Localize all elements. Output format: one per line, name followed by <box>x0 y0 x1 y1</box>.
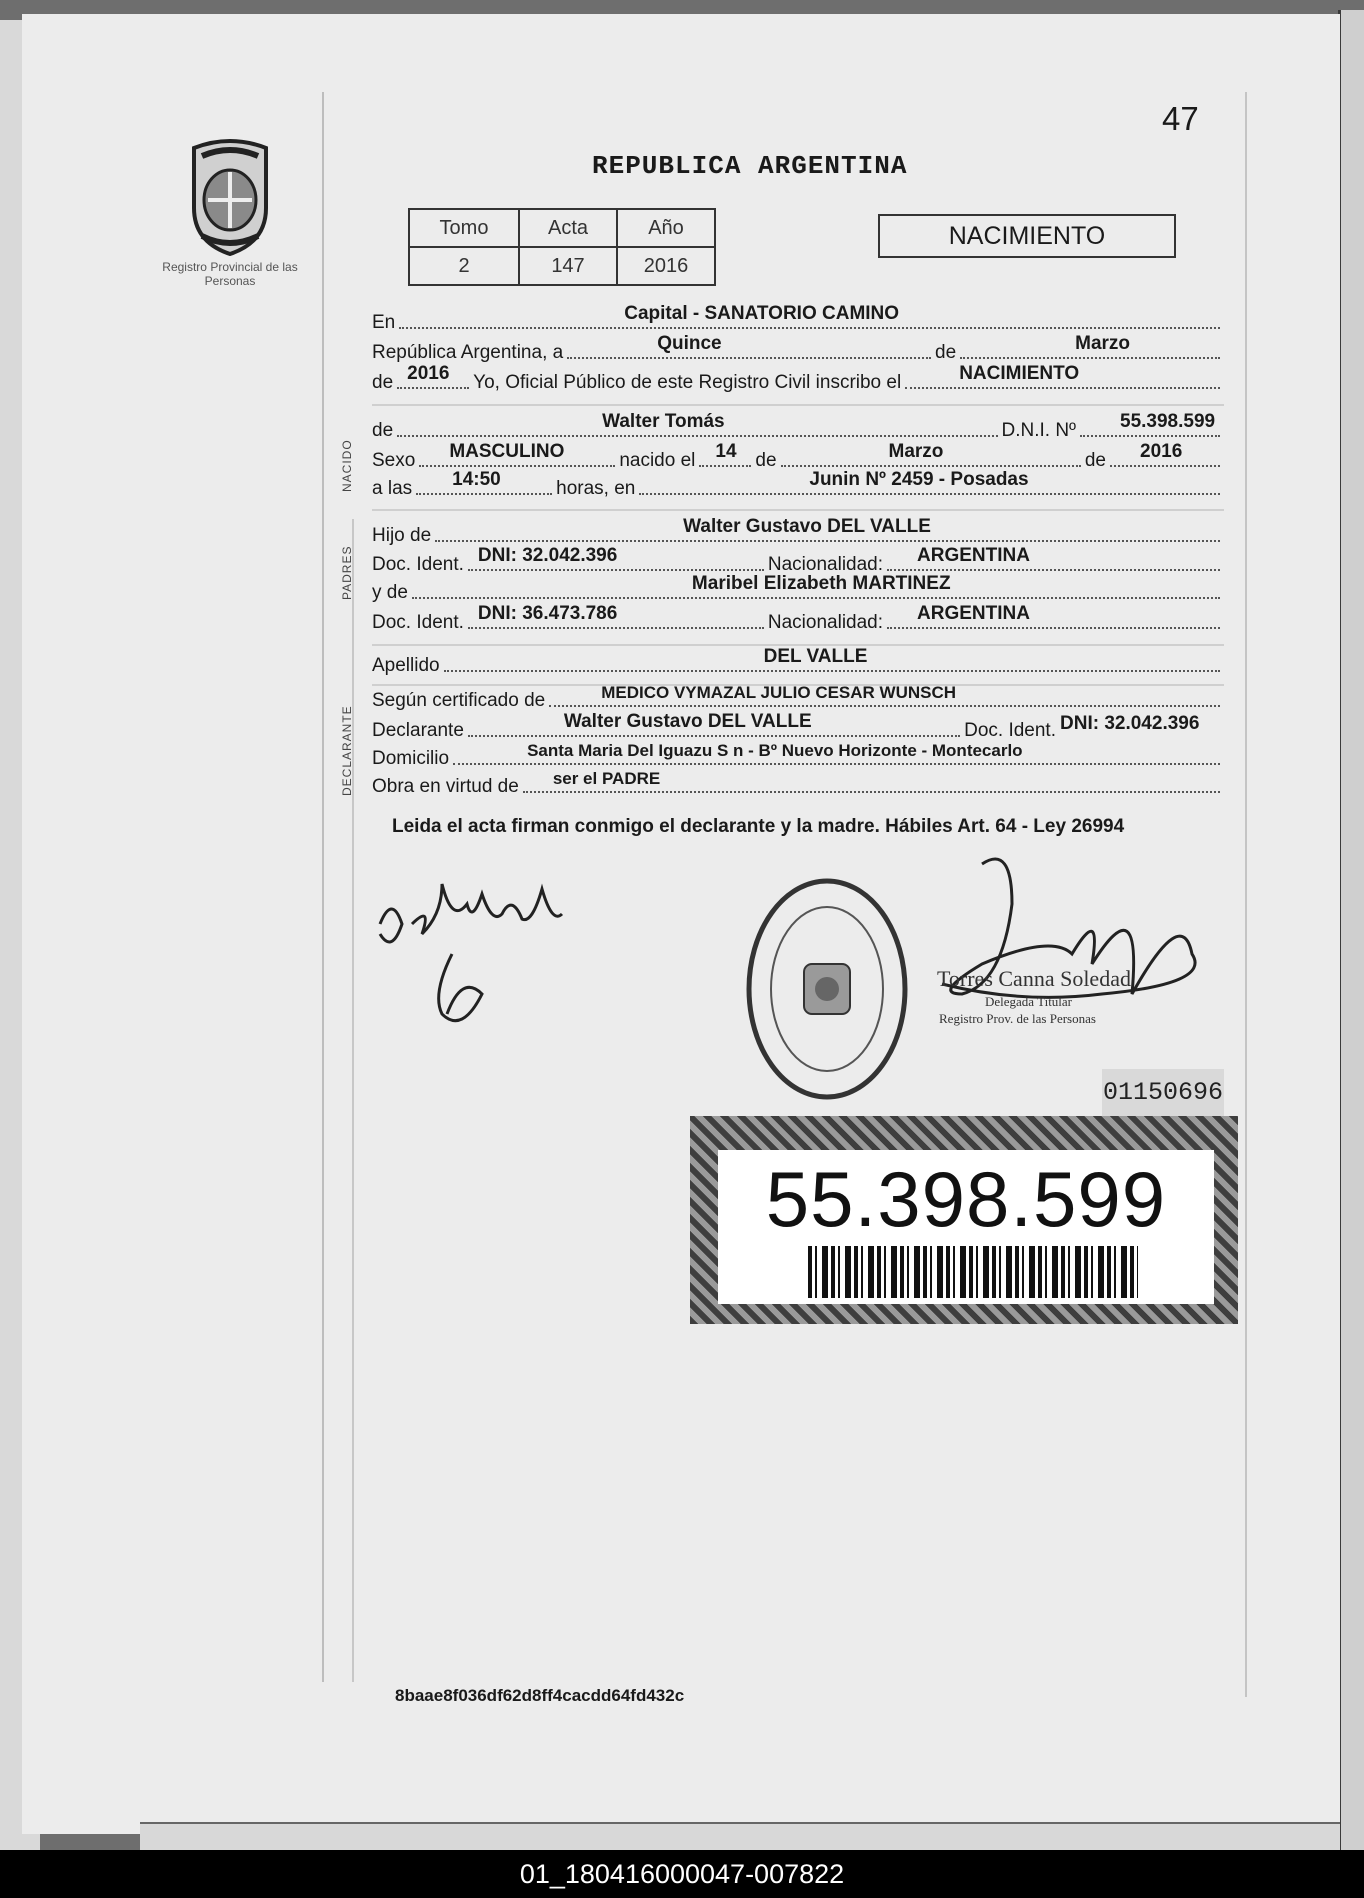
document-title: REPUBLICA ARGENTINA <box>592 151 908 181</box>
side-label-declarante: DECLARANTE <box>340 705 354 796</box>
official-role: Delegada Titular <box>985 994 1073 1009</box>
doc-ident-label: Doc. Ident. <box>372 554 464 575</box>
line-sexo <box>372 441 1224 472</box>
nombre-value: Walter Tomás <box>602 411 725 432</box>
value-acta: 147 <box>519 247 617 285</box>
line-fecha <box>372 333 1224 364</box>
de-label-2: de <box>372 372 394 393</box>
scan-filename: 01_180416000047-007822 <box>0 1850 1364 1898</box>
declarante-doc: DNI: 32.042.396 <box>1060 713 1200 734</box>
official-name: Torres Canna Soledad <box>937 966 1131 991</box>
y-de-label: y de <box>372 582 408 603</box>
nacido-dia: 14 <box>715 441 737 462</box>
dia-value: Quince <box>657 333 722 354</box>
line-padre-doc <box>372 545 1224 576</box>
declarante-doc-label: Doc. Ident. <box>964 720 1056 741</box>
republica-label: República Argentina, a <box>372 342 564 363</box>
inscribo-text: Yo, Oficial Público de este Registro Civil inscribo el <box>473 372 902 393</box>
padre-value: Walter Gustavo DEL VALLE <box>683 516 931 537</box>
doc-ident-label-2: Doc. Ident. <box>372 612 464 633</box>
official-org: Registro Prov. de las Personas <box>939 1011 1096 1026</box>
dni-value: 55.398.599 <box>1120 411 1216 432</box>
header-anio: Año <box>617 209 715 247</box>
hora-value: 14:50 <box>452 469 501 490</box>
sticker-number: 55.398.599 <box>765 1155 1167 1243</box>
apellido-value: DEL VALLE <box>763 646 868 667</box>
line-en <box>372 303 1224 334</box>
a-las-label: a las <box>372 478 413 499</box>
line-nombre <box>372 411 1224 442</box>
mes-value: Marzo <box>1075 333 1131 354</box>
value-tomo: 2 <box>409 247 519 285</box>
sexo-label: Sexo <box>372 450 416 471</box>
domicilio-value: Santa Maria Del Iguazu S n - Bº Nuevo Horizonte - Montecarlo <box>527 741 1023 760</box>
apellido-label: Apellido <box>372 655 440 676</box>
padre-nac: ARGENTINA <box>917 545 1030 566</box>
side-label-padres: PADRES <box>340 545 354 600</box>
margin-rule-inner <box>352 519 354 1682</box>
reference-table <box>408 208 716 286</box>
record-type-box: NACIMIENTO <box>878 214 1176 258</box>
coat-of-arms-icon <box>182 138 278 256</box>
hijo-de-label: Hijo de <box>372 525 432 546</box>
section-divider <box>372 404 1224 406</box>
de-label: de <box>935 342 957 363</box>
declarante-label: Declarante <box>372 720 464 741</box>
line-obra <box>372 770 1224 798</box>
line-hora <box>372 469 1224 500</box>
dni-label: D.N.I. Nº <box>1001 420 1076 441</box>
madre-value: Maribel Elizabeth MARTINEZ <box>691 573 951 594</box>
en-label: En <box>372 312 396 333</box>
horas-en-label: horas, en <box>556 478 636 499</box>
de-label-3: de <box>372 420 394 441</box>
underlying-page-edge <box>140 1822 1340 1850</box>
lugar-value: Junin Nº 2459 - Posadas <box>809 469 1029 490</box>
domicilio-label: Domicilio <box>372 748 450 769</box>
nacionalidad-label: Nacionalidad: <box>767 554 884 575</box>
line-padre <box>372 516 1224 547</box>
nacido-mes: Marzo <box>888 441 944 462</box>
closing-statement: Leida el acta firman conmigo el declarante y la madre. Hábiles Art. 64 - Ley 26994 <box>392 816 1125 837</box>
de-label-5: de <box>1084 450 1106 471</box>
madre-doc: DNI: 36.473.786 <box>477 603 618 624</box>
section-divider <box>372 509 1224 511</box>
table-row <box>409 247 715 285</box>
right-margin-rule <box>1245 92 1247 1697</box>
line-inscribo <box>372 363 1224 394</box>
barcode-icon <box>808 1246 1138 1298</box>
declarante-value: Walter Gustavo DEL VALLE <box>563 711 812 732</box>
anio-value: 2016 <box>407 363 450 384</box>
line-apellido <box>372 646 1224 677</box>
de-label-4: de <box>755 450 777 471</box>
line-declarante <box>372 711 1224 742</box>
en-value: Capital - SANATORIO CAMINO <box>624 303 900 324</box>
line-certificado <box>372 684 1224 712</box>
value-anio: 2016 <box>617 247 715 285</box>
line-madre <box>372 573 1224 604</box>
declarant-signature-icon <box>372 864 612 1034</box>
document-hash: 8baae8f036df62d8ff4cacdd64fd432c <box>395 1686 685 1705</box>
side-label-nacido: NACIDO <box>340 439 354 492</box>
certificado-value: MEDICO VYMAZAL JULIO CESAR WUNSCH <box>601 683 957 702</box>
certificado-label: Según certificado de <box>372 690 546 711</box>
nacido-el-label: nacido el <box>619 450 696 471</box>
padre-doc: DNI: 32.042.396 <box>477 545 618 566</box>
table-row <box>409 209 715 247</box>
birth-certificate-page <box>22 14 1340 1834</box>
registry-seal-icon <box>742 874 912 1104</box>
page-number: 47 <box>1162 100 1199 137</box>
inscribo-value: NACIMIENTO <box>959 363 1080 384</box>
line-domicilio <box>372 742 1224 770</box>
line-madre-doc <box>372 603 1224 634</box>
logo-caption: Registro Provincial de las Personas <box>162 260 298 288</box>
nacido-anio: 2016 <box>1140 441 1183 462</box>
sexo-value: MASCULINO <box>449 441 565 462</box>
adjacent-page-edge <box>1338 10 1364 1850</box>
obra-value: ser el PADRE <box>552 769 661 788</box>
margin-rule <box>322 92 324 1682</box>
header-tomo: Tomo <box>409 209 519 247</box>
nacionalidad-label-2: Nacionalidad: <box>767 612 884 633</box>
madre-nac: ARGENTINA <box>917 603 1030 624</box>
serial-number: 01150696 <box>1102 1069 1224 1117</box>
id-barcode-sticker <box>690 1116 1238 1324</box>
obra-label: Obra en virtud de <box>372 776 519 797</box>
header-acta: Acta <box>519 209 617 247</box>
